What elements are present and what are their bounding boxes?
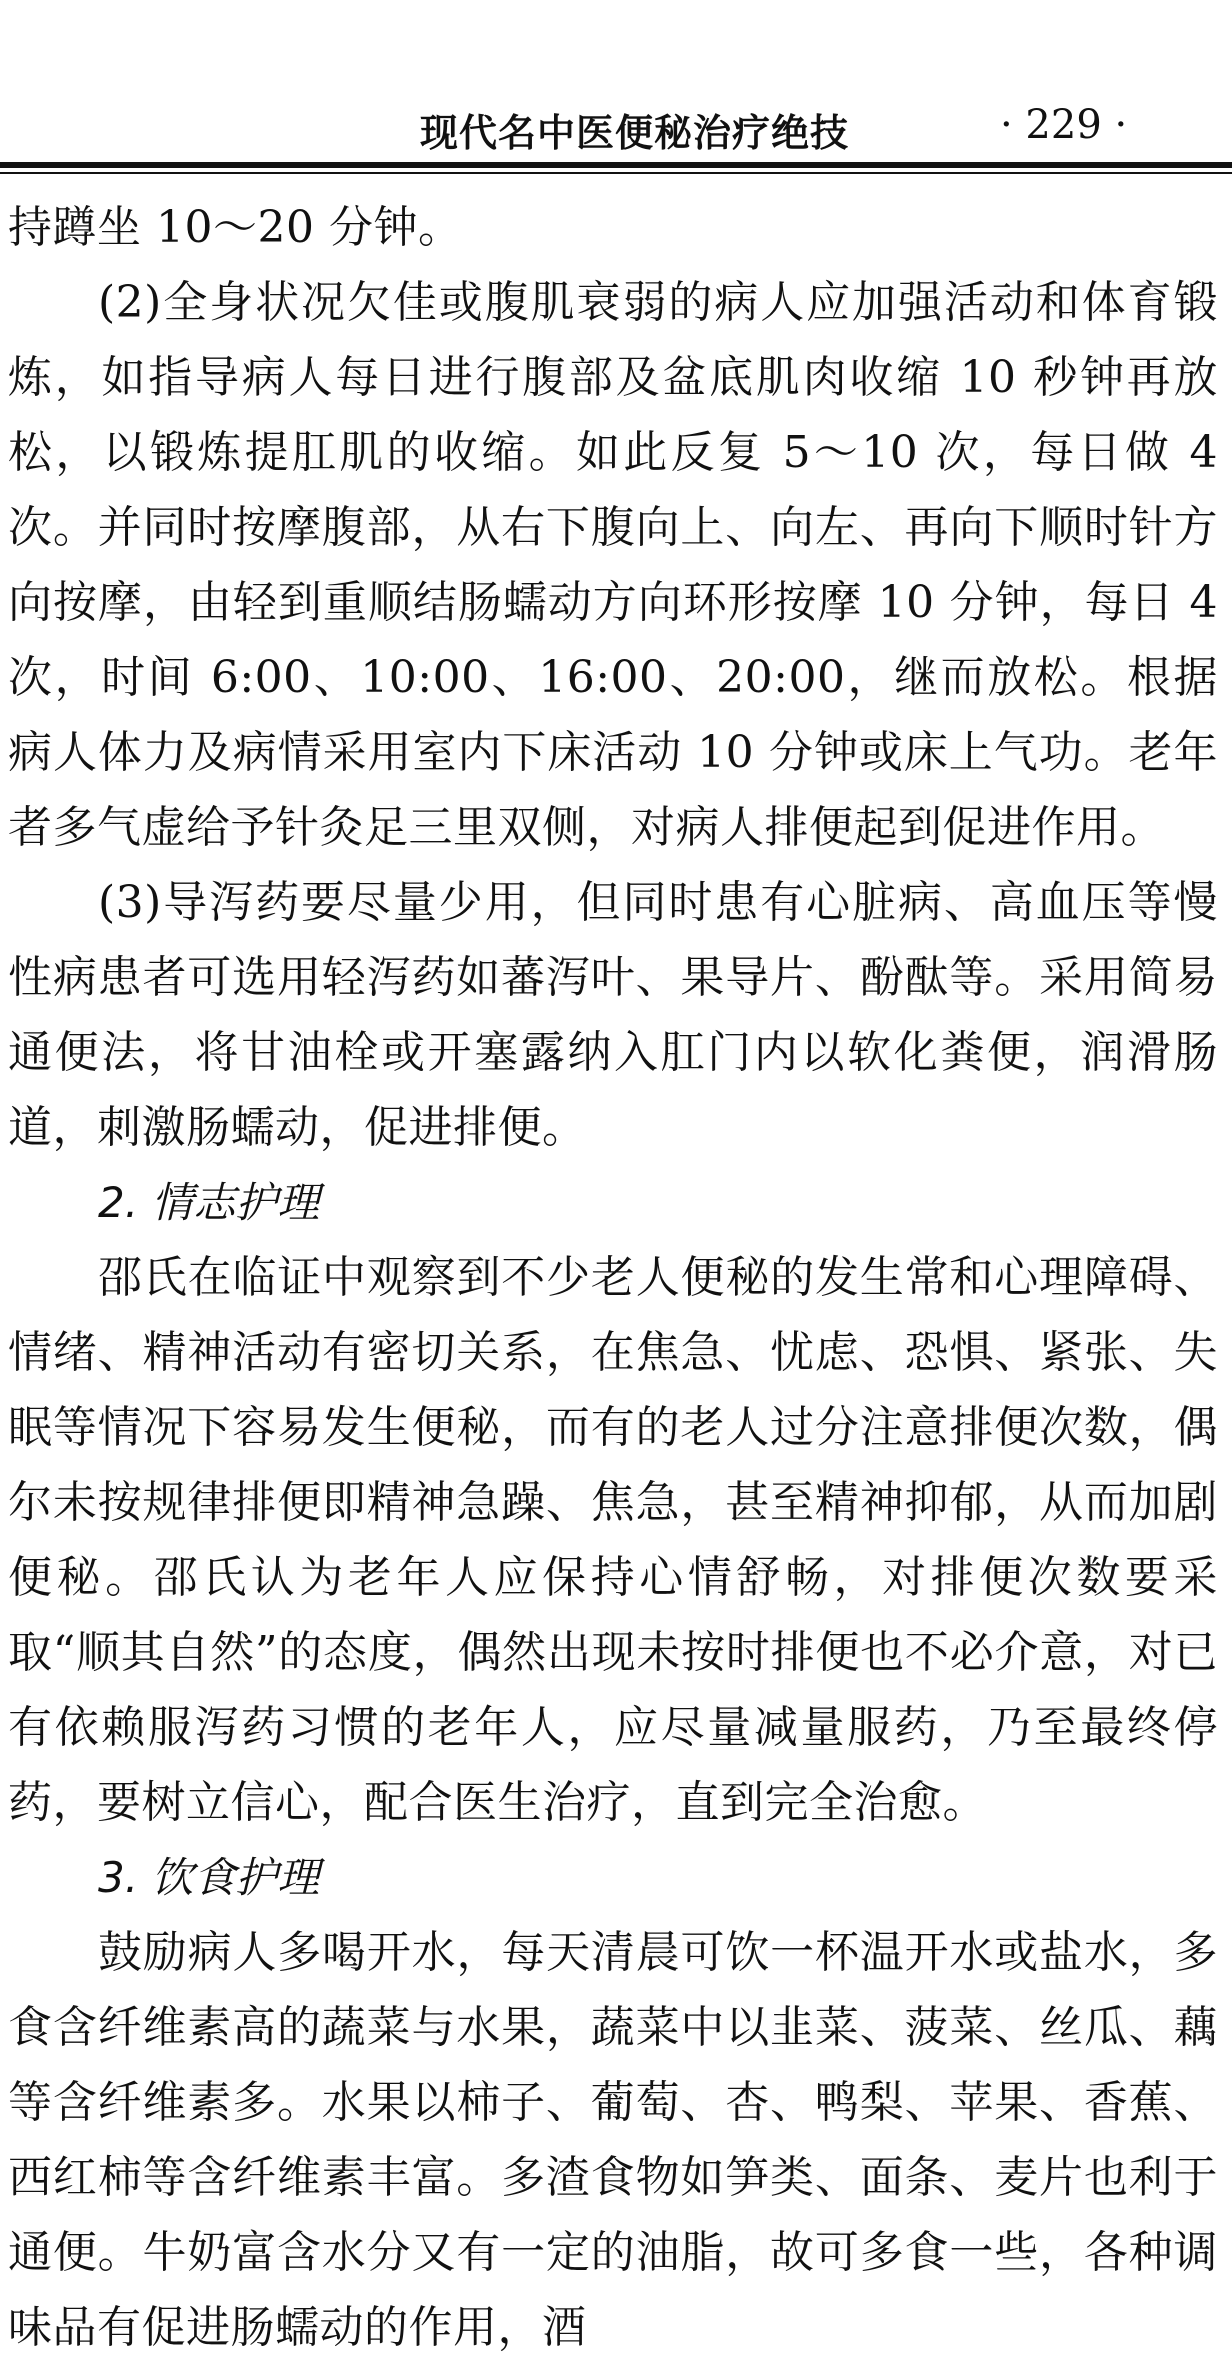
section-heading-diet-care: 3. 饮食护理: [98, 1853, 320, 1902]
paragraph-continuation: 持蹲坐 10～20 分钟。: [8, 202, 463, 253]
paragraph-emotional-care: 邵氏在临证中观察到不少老人便秘的发生常和心理障碍、情绪、精神活动有密切关系，在焦急、忧虑、恐惧、紧张、失眠等情况下容易发生便秘，而有的老人过分注意排便次数，偶尔未按规律排便即精神急躁、焦急，甚至精神抑郁，从而加剧便秘。邵氏认为老年人应保持心情舒畅，对排便次数要采取“顺其自然”的态度，偶然出现未按时排便也不必介意，对已有依赖服泻药习惯的老年人，应尽量减量服药，乃至最终停药，要树立信心，配合医生治疗，直到完全治愈。: [8, 1252, 1218, 1828]
paragraph-item-2: (2)全身状况欠佳或腹肌衰弱的病人应加强活动和体育锻炼，如指导病人每日进行腹部及盆底肌肉收缩 10 秒钟再放松，以锻炼提肛肌的收缩。如此反复 5～10 次，每日做 4 次。并同时按摩腹部，从右下腹向上、向左、再向下顺时针方向按摩，由轻到重顺结肠蠕动方向环形按摩 10 分钟，每日 4 次，时间 6:00、10:00、16:00、20:00，继而放松。根据病人体力及病情采用室内下床活动 10 分钟或床上气功。老年者多气虚给予针灸足三里双侧，对病人排便起到促进作用。: [8, 277, 1218, 853]
paragraph-item-3: (3)导泻药要尽量少用，但同时患有心脏病、高血压等慢性病患者可选用轻泻药如蕃泻叶、果导片、酚酞等。采用简易通便法，将甘油栓或开塞露纳入肛门内以软化粪便，润滑肠道，刺激肠蠕动，促进排便。: [8, 877, 1218, 1153]
page-number: · 229 ·: [1000, 102, 1128, 148]
header-rule-thick: [0, 162, 1232, 168]
page-body: [8, 190, 1218, 2365]
running-title: 现代名中医便秘治疗绝技: [420, 111, 850, 155]
paragraph-diet-care: 鼓励病人多喝开水，每天清晨可饮一杯温开水或盐水，多食含纤维素高的蔬菜与水果，蔬菜中以韭菜、菠菜、丝瓜、藕等含纤维素多。水果以柿子、葡萄、杏、鸭梨、苹果、香蕉、西红柿等含纤维素丰富。多渣食物如笋类、面条、麦片也利于通便。牛奶富含水分又有一定的油脂，故可多食一些，各种调味品有促进肠蠕动的作用，酒: [8, 1927, 1218, 2353]
header-rule-thin: [0, 172, 1232, 174]
page-header: [0, 80, 1232, 170]
section-heading-emotional-care: 2. 情志护理: [98, 1178, 320, 1227]
